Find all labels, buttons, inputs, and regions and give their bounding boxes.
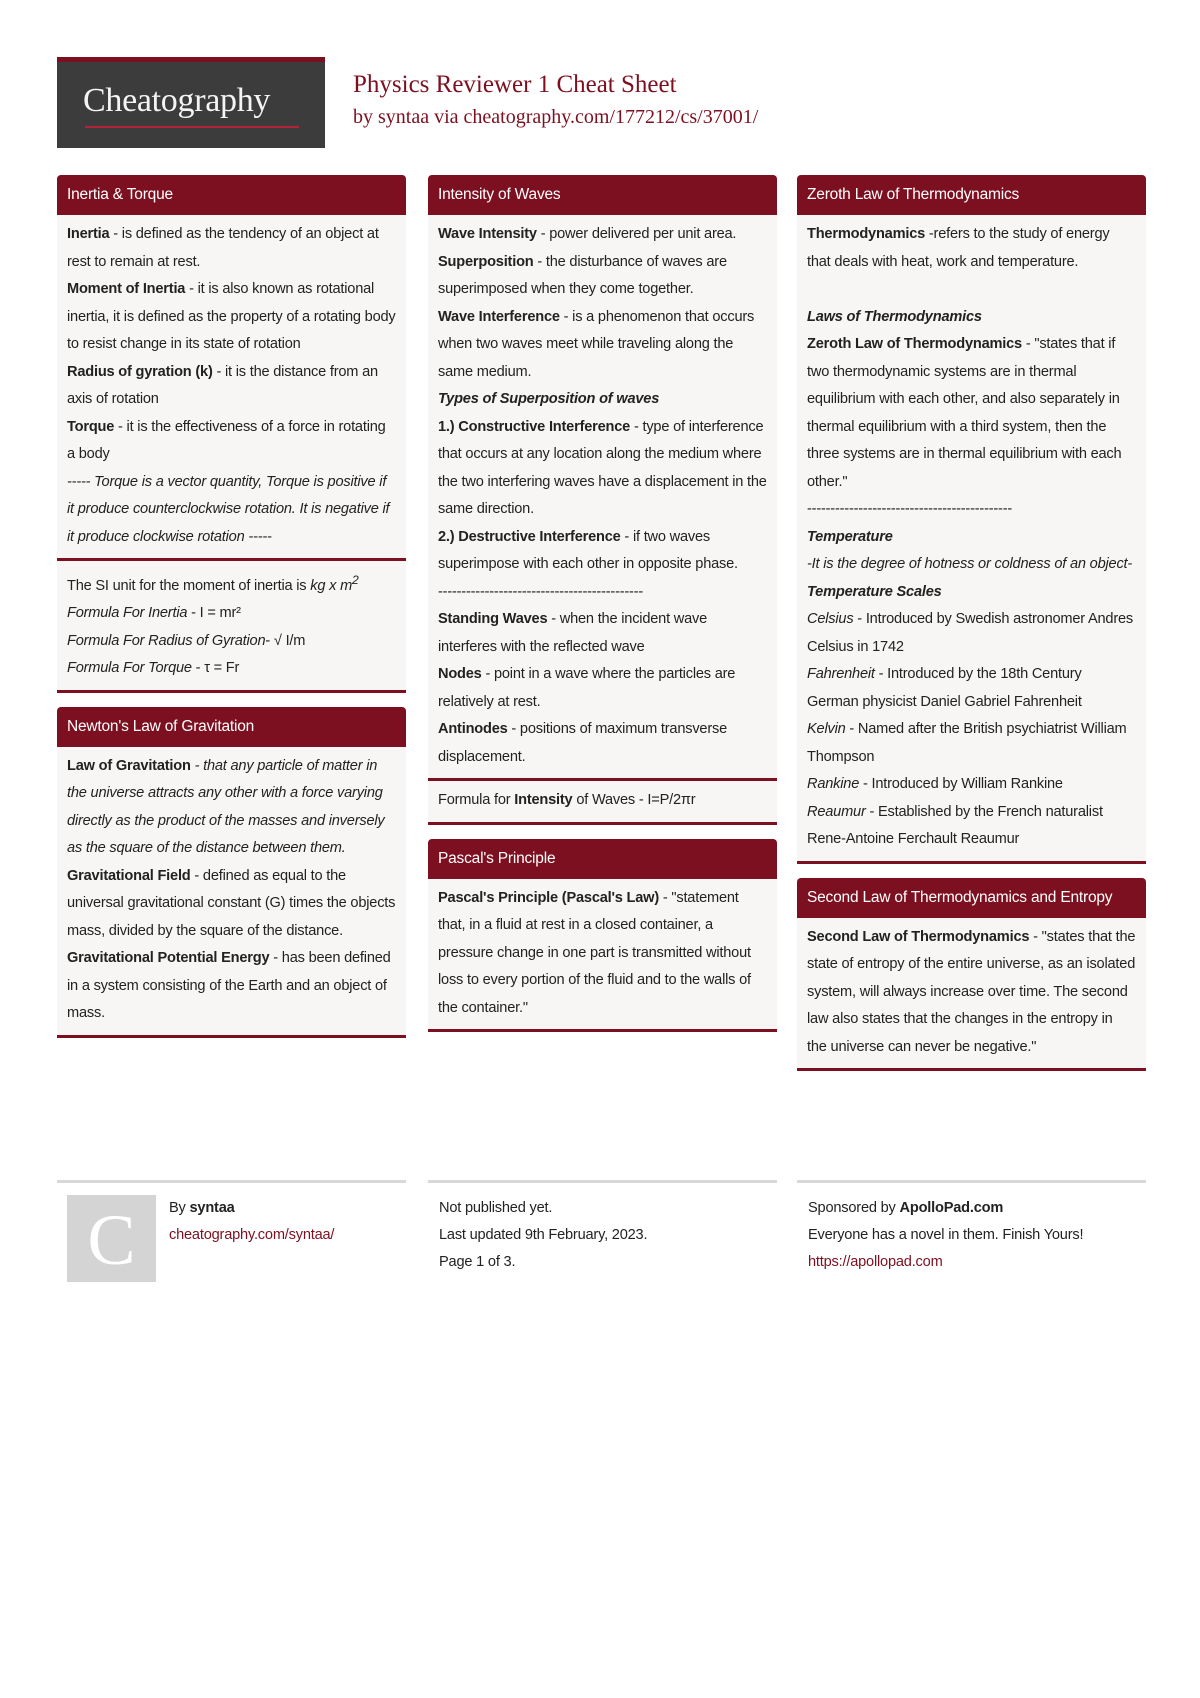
definition: - "states that if two thermodynamic systems are in thermal equilibrium with each other, and also separately in thermal equilibrium with a third system, then the three systems are in thermal equilibrium with each other." (807, 336, 1122, 490)
term: Second Law of Thermodynamics (807, 928, 1030, 945)
definition: - the disturbance of waves are superimposed when they come together. (438, 253, 727, 297)
sponsor-prefix: Sponsored by (808, 1200, 900, 1216)
definition: - if two waves superimpose with each other in opposite phase. (438, 528, 738, 572)
definition: - it is the effectiveness of a force in rotating a body (67, 418, 386, 462)
footer-author (169, 1195, 399, 1249)
footer-divider (428, 1180, 777, 1183)
scale-reaumur (807, 799, 1136, 854)
entry-inertia (67, 221, 396, 276)
torque-note: ----- Torque is a vector quantity, Torque is positive if it produce counterclockwise rotation. It is negative if it produce clockwise rotation ----- (67, 473, 390, 545)
scale-kelvin (807, 716, 1136, 771)
si-unit-prefix: The SI unit for the moment of inertia is (67, 577, 311, 594)
term: Pascal's Principle (Pascal's Law) (438, 889, 659, 906)
sponsor-name[interactable]: ApolloPad.com (899, 1200, 1004, 1216)
term: Wave Interference (438, 308, 560, 325)
last-updated: Last updated 9th February, 2023. (439, 1227, 648, 1243)
section-inertia-torque (57, 175, 406, 693)
definition: - defined as equal to the universal gravitational constant (G) times the objects mass, divided by the square of the distance. (67, 867, 396, 939)
definition: - "states that the state of entropy of the entire universe, as an isolated system, will always increase over time. The second law also states that the changes in the entropy in the universe can never be negative." (807, 928, 1136, 1055)
formula-intensity (438, 787, 767, 815)
scale-description: - Introduced by the 18th Century German physicist Daniel Gabriel Fahrenheit (807, 666, 1082, 710)
entry-zeroth-law (807, 331, 1136, 496)
dash-rule: -------------------------------------------- (807, 501, 1013, 517)
si-unit-line: The SI unit for the moment of inertia is kg x $m^2$ (67, 573, 359, 594)
by-label: By (169, 1200, 190, 1216)
types-heading: Types of Superposition of waves (438, 391, 660, 407)
definition: - it is also known as rotational inertia, it is defined as the property of a rotating body to resist change in its state of rotation (67, 281, 396, 352)
formula-value: - I = mr² (187, 605, 241, 622)
scale-rankine (807, 771, 1136, 799)
page-title: Physics Reviewer 1 Cheat Sheet (353, 71, 677, 98)
term: Moment of Inertia (67, 281, 186, 297)
footer-divider (797, 1180, 1146, 1183)
definition: - power delivered per unit area. (536, 226, 737, 242)
entry-destructive-interference (438, 524, 767, 579)
term: Law of Gravitation (67, 757, 191, 774)
entry-gravitational-potential-energy (67, 945, 396, 1028)
entry-torque (67, 414, 396, 469)
entry-nodes (438, 661, 767, 716)
temperature-heading: Temperature (807, 528, 893, 545)
definition: - has been defined in a system consisting of the Earth and an object of mass. (67, 950, 391, 1022)
formula-radius-of-gyration (67, 628, 396, 656)
scale-name: Fahrenheit (807, 666, 875, 682)
section-second-law (797, 878, 1146, 1072)
si-unit-value: kg x m (310, 577, 353, 594)
scale-description: - Introduced by Swedish astronomer Andres Celsius in 1742 (807, 611, 1134, 655)
scale-name: Reaumur (807, 803, 866, 820)
section-title: Intensity of Waves (428, 175, 777, 215)
term: Zeroth Law of Thermodynamics (807, 336, 1022, 352)
formula-term: Intensity (514, 792, 573, 808)
term: 2.) Destructive Interference (438, 528, 621, 545)
entry-constructive-interference (438, 414, 767, 524)
entry-pascals-law (438, 885, 767, 1023)
scales-heading: Temperature Scales (807, 583, 942, 600)
section-zeroth-law (797, 175, 1146, 864)
formula-prefix: Formula for (438, 792, 515, 808)
term: Nodes (438, 666, 482, 682)
formula-label: Formula For Radius of Gyration (67, 632, 266, 649)
entry-moment-of-inertia (67, 276, 396, 359)
term: Antinodes (438, 721, 508, 737)
footer-sponsor (808, 1195, 1138, 1276)
term: Standing Waves (438, 611, 548, 627)
section-title: Pascal's Principle (428, 839, 777, 879)
laws-heading: Laws of Thermodynamics (807, 308, 982, 325)
definition: - positions of maximum transverse displacement. (438, 721, 728, 765)
entry-superposition (438, 249, 767, 304)
sponsor-tagline: Everyone has a novel in them. Finish Yours! (808, 1227, 1084, 1243)
term: Thermodynamics (807, 226, 926, 242)
column-3 (797, 175, 1146, 1085)
formula-label: Formula For Inertia (67, 605, 188, 622)
entry-standing-waves (438, 606, 767, 661)
term: Gravitational Potential Energy (67, 950, 270, 967)
entry-antinodes (438, 716, 767, 771)
logo-underline (85, 126, 299, 128)
cheatography-logo[interactable] (57, 57, 325, 148)
term: Wave Intensity (438, 226, 537, 242)
section-body (797, 215, 1146, 864)
entry-second-law (807, 924, 1136, 1062)
formula-value: of Waves - I=P/2πr (572, 792, 696, 808)
term: Gravitational Field (67, 867, 191, 884)
section-title: Second Law of Thermodynamics and Entropy (797, 878, 1146, 918)
section-title: Newton's Law of Gravitation (57, 707, 406, 747)
sponsor-line (808, 1195, 1138, 1222)
sponsor-link[interactable]: https://apollopad.com (808, 1254, 943, 1270)
definition: - is a phenomenon that occurs when two waves meet while traveling along the same medium. (438, 308, 755, 380)
entry-gravitational-field (67, 863, 396, 946)
entry-law-of-gravitation (67, 753, 396, 863)
formula-torque (67, 655, 396, 683)
column-1 (57, 175, 406, 1052)
definition: - is defined as the tendency of an object at rest to remain at rest. (67, 226, 379, 270)
formula-inertia (67, 600, 396, 628)
entry-thermodynamics (807, 221, 1136, 276)
scale-celsius (807, 606, 1136, 661)
blank-line (807, 276, 1136, 304)
formula-label: Formula For Torque (67, 660, 192, 677)
section-body (57, 747, 406, 1038)
definition: - "statement that, in a fluid at rest in a closed container, a pressure change in one part is transmitted without loss to every portion of the fluid and to the walls of the container." (438, 889, 751, 1016)
section-pascals-principle (428, 839, 777, 1033)
dash-rule: -------------------------------------------- (438, 583, 644, 600)
scale-description: - Established by the French naturalist Rene-Antoine Ferchault Reaumur (807, 803, 1103, 847)
term: Torque (67, 418, 115, 435)
section-intensity-of-waves (428, 175, 777, 825)
section-body (797, 918, 1146, 1072)
term: Inertia (67, 226, 110, 242)
scale-name: Celsius (807, 611, 854, 627)
section-title: Inertia & Torque (57, 175, 406, 215)
term: 1.) Constructive Interference (438, 418, 631, 435)
author-name[interactable]: syntaa (189, 1200, 235, 1216)
scale-fahrenheit (807, 661, 1136, 716)
section-body (57, 215, 406, 561)
scale-name: Kelvin (807, 721, 846, 737)
published-status: Not published yet. (439, 1200, 553, 1216)
section-body-formulas (57, 561, 406, 693)
term: Radius of gyration (k) (67, 363, 213, 380)
entry-wave-intensity (438, 221, 767, 249)
section-body (428, 215, 777, 781)
entry-radius-of-gyration (67, 359, 396, 414)
logo-text: Cheatography (83, 82, 271, 119)
author-line (169, 1195, 399, 1222)
column-2 (428, 175, 777, 1046)
scale-description: - Named after the British psychiatrist William Thompson (807, 721, 1127, 765)
scale-name: Rankine (807, 776, 860, 792)
section-title: Zeroth Law of Thermodynamics (797, 175, 1146, 215)
footer-divider (57, 1180, 406, 1183)
definition: - point in a wave where the particles are relatively at rest. (438, 666, 736, 710)
page-subtitle[interactable]: by syntaa via cheatography.com/177212/cs/37001/ (353, 106, 759, 128)
definition: - that any particle of matter in the universe attracts any other with a force varying directly as the product of the masses and inversely as the square of the distance between them. (67, 757, 385, 857)
temperature-definition: -It is the degree of hotness or coldness of an object- (807, 556, 1133, 572)
scale-description: - Introduced by William Rankine (859, 776, 1063, 792)
formula-value: - √ I/m (265, 632, 306, 649)
page-number: Page 1 of 3. (439, 1254, 516, 1270)
definition: - when the incident wave interferes with the reflected wave (438, 611, 708, 655)
entry-wave-interference (438, 304, 767, 387)
author-avatar[interactable]: C (67, 1195, 156, 1282)
formula-value: - τ = Fr (191, 660, 240, 677)
section-body (428, 879, 777, 1033)
definition: -refers to the study of energy that deals with heat, work and temperature. (807, 226, 1110, 270)
section-newton-gravitation (57, 707, 406, 1038)
section-body-formula (428, 781, 777, 825)
definition: - it is the distance from an axis of rotation (67, 363, 378, 407)
footer-status (439, 1195, 769, 1276)
definition: - type of interference that occurs at any location along the medium where the two interfering waves have a displacement in the same direction. (438, 418, 767, 517)
author-link[interactable]: cheatography.com/syntaa/ (169, 1227, 335, 1243)
term: Superposition (438, 253, 534, 270)
